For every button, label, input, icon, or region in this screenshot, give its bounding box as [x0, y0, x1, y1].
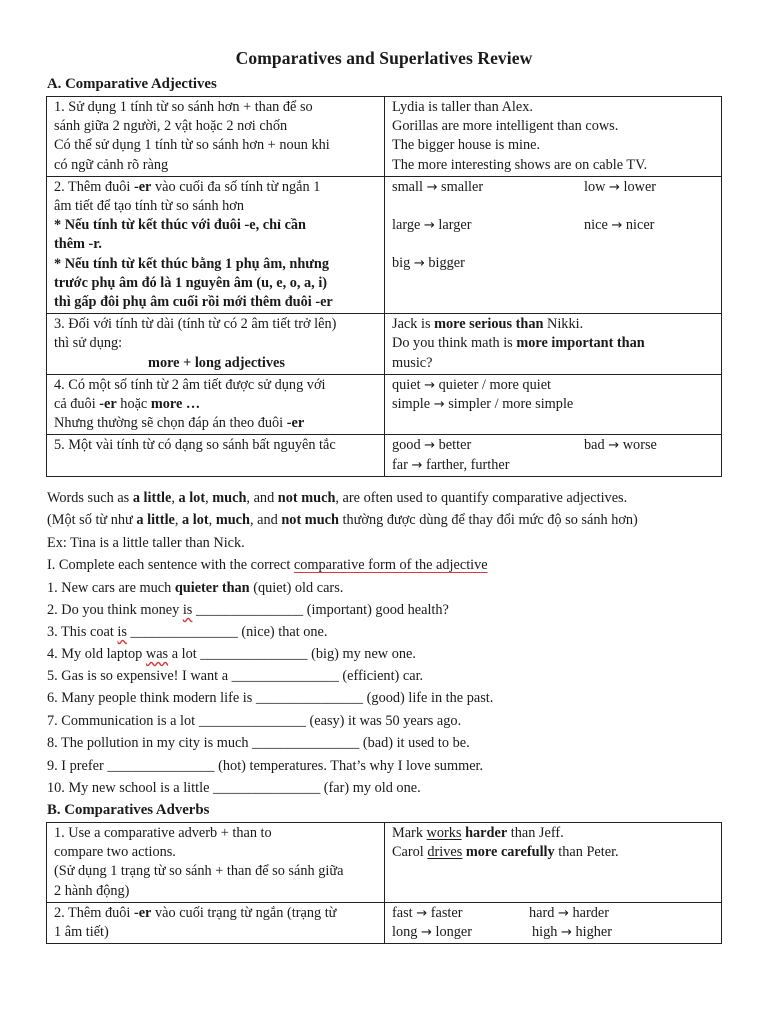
arrow-icon: → — [611, 217, 623, 233]
example-sentence: Ex: Tina is a little taller than Nick. — [47, 535, 245, 551]
exercise-item: 10. My new school is a little _______________ (far) my old one. — [47, 780, 421, 796]
arrow-icon: → — [421, 925, 432, 941]
comparative-adverbs-table — [46, 822, 722, 944]
exercise-item: 5. Gas is so expensive! I want a _______________ (efficient) car. — [47, 668, 424, 684]
arrow-icon: → — [424, 438, 436, 454]
example-cell: Jack is more serious than Nikki. Do you think math is more important than music? — [385, 314, 722, 375]
table-row — [47, 314, 722, 375]
arrow-icon: → — [423, 217, 435, 233]
arrow-icon: → — [608, 438, 620, 454]
exercise-item: 8. The pollution in my city is much _______________ (bad) it used to be. — [47, 735, 470, 751]
table-row — [47, 435, 722, 476]
rule-cell: 1. Sử dụng 1 tính từ so sánh hơn + than để so sánh giữa 2 người, 2 vật hoặc 2 nơi chốn Có thể sử dụng 1 tính từ so sánh hơn + noun khi có ngữ cảnh rõ ràng — [47, 97, 385, 177]
exercise-instruction: I. Complete each sentence with the correct comparative form of the adjective — [47, 557, 488, 573]
table-row — [47, 902, 722, 943]
rule-cell: 3. Đối với tính từ dài (tính từ có 2 âm tiết trở lên) thì sử dụng: more + long adjectives — [47, 314, 385, 375]
arrow-icon: → — [424, 377, 436, 393]
arrow-icon: → — [416, 905, 428, 921]
example-cell: Mark works harder than Jeff. Carol drives more carefully than Peter. — [385, 823, 722, 903]
rule-cell: 5. Một vài tính từ có dạng so sánh bất nguyên tắc — [47, 435, 385, 476]
example-cell: small → smaller low → lower large → larger nice → nicer big → bigger — [385, 176, 722, 313]
rule-cell: 2. Thêm đuôi -er vào cuối trạng từ ngắn (trạng từ 1 âm tiết) — [47, 902, 385, 943]
section-a-heading: A. Comparative Adjectives — [47, 76, 217, 92]
exercise-item: 9. I prefer _______________ (hot) temperatures. That’s why I love summer. — [47, 758, 484, 774]
arrow-icon: → — [561, 925, 572, 941]
example-cell: quiet → quieter / more quiet simple → simpler / more simple — [385, 374, 722, 435]
example-cell: good → better bad → worse far → farther, further — [385, 435, 722, 476]
exercise-item: 4. My old laptop was a lot _______________ (big) my new one. — [47, 646, 416, 662]
section-b-heading: B. Comparatives Adverbs — [47, 802, 210, 818]
arrow-icon: → — [433, 397, 445, 413]
exercise-item: 6. Many people think modern life is _______________ (good) life in the past. — [47, 690, 494, 706]
table-row — [47, 823, 722, 903]
quantifier-note: Words such as a little, a lot, much, and not much, are often used to quantify comparative adjectives. — [47, 490, 628, 506]
exercise-item: 3. This coat is _______________ (nice) that one. — [47, 624, 328, 640]
exercise-item: 2. Do you think money is _______________ (important) good health? — [47, 602, 449, 618]
example-cell: Lydia is taller than Alex. Gorillas are more intelligent than cows. The bigger house is mine. The more interesting shows are on cable TV. — [385, 97, 722, 177]
rule-cell: 2. Thêm đuôi -er vào cuối đa số tính từ ngắn 1 âm tiết để tạo tính từ so sánh hơn * Nếu tính từ kết thúc với đuôi -e, chỉ cần thêm -r. * Nếu tính từ kết thúc bằng 1 phụ âm, nhưng trước phụ âm đó là 1 nguyên âm (u, e, o, a, i) thì gấp đôi phụ âm cuối rồi mới thêm đuôi -er — [47, 176, 385, 313]
example-cell: fast → faster hard → harder long → longer high → higher — [385, 902, 722, 943]
arrow-icon: → — [609, 179, 620, 195]
arrow-icon: → — [557, 905, 569, 921]
exercise-item: 1. New cars are much quieter than (quiet) old cars. — [47, 580, 344, 596]
arrow-icon: → — [413, 255, 425, 271]
table-row — [47, 374, 722, 435]
table-row — [47, 176, 722, 313]
page-title: Comparatives and Superlatives Review — [235, 48, 533, 68]
rule-cell: 4. Có một số tính từ 2 âm tiết được sử dụng với cả đuôi -er hoặc more … Nhưng thường sẽ chọn đáp án theo đuôi -er — [47, 374, 385, 435]
exercise-item: 7. Communication is a lot _______________ (easy) it was 50 years ago. — [47, 713, 462, 729]
table-row — [47, 97, 722, 177]
comparative-adjectives-table — [46, 96, 722, 477]
arrow-icon: → — [426, 179, 438, 195]
arrow-icon: → — [411, 457, 423, 473]
rule-cell: 1. Use a comparative adverb + than to compare two actions. (Sử dụng 1 trạng từ so sánh + than để so sánh giữa 2 hành động) — [47, 823, 385, 903]
quantifier-note-vi: (Một số từ như a little, a lot, much, and not much thường được dùng để thay đổi mức độ so sánh hơn) — [47, 512, 638, 528]
